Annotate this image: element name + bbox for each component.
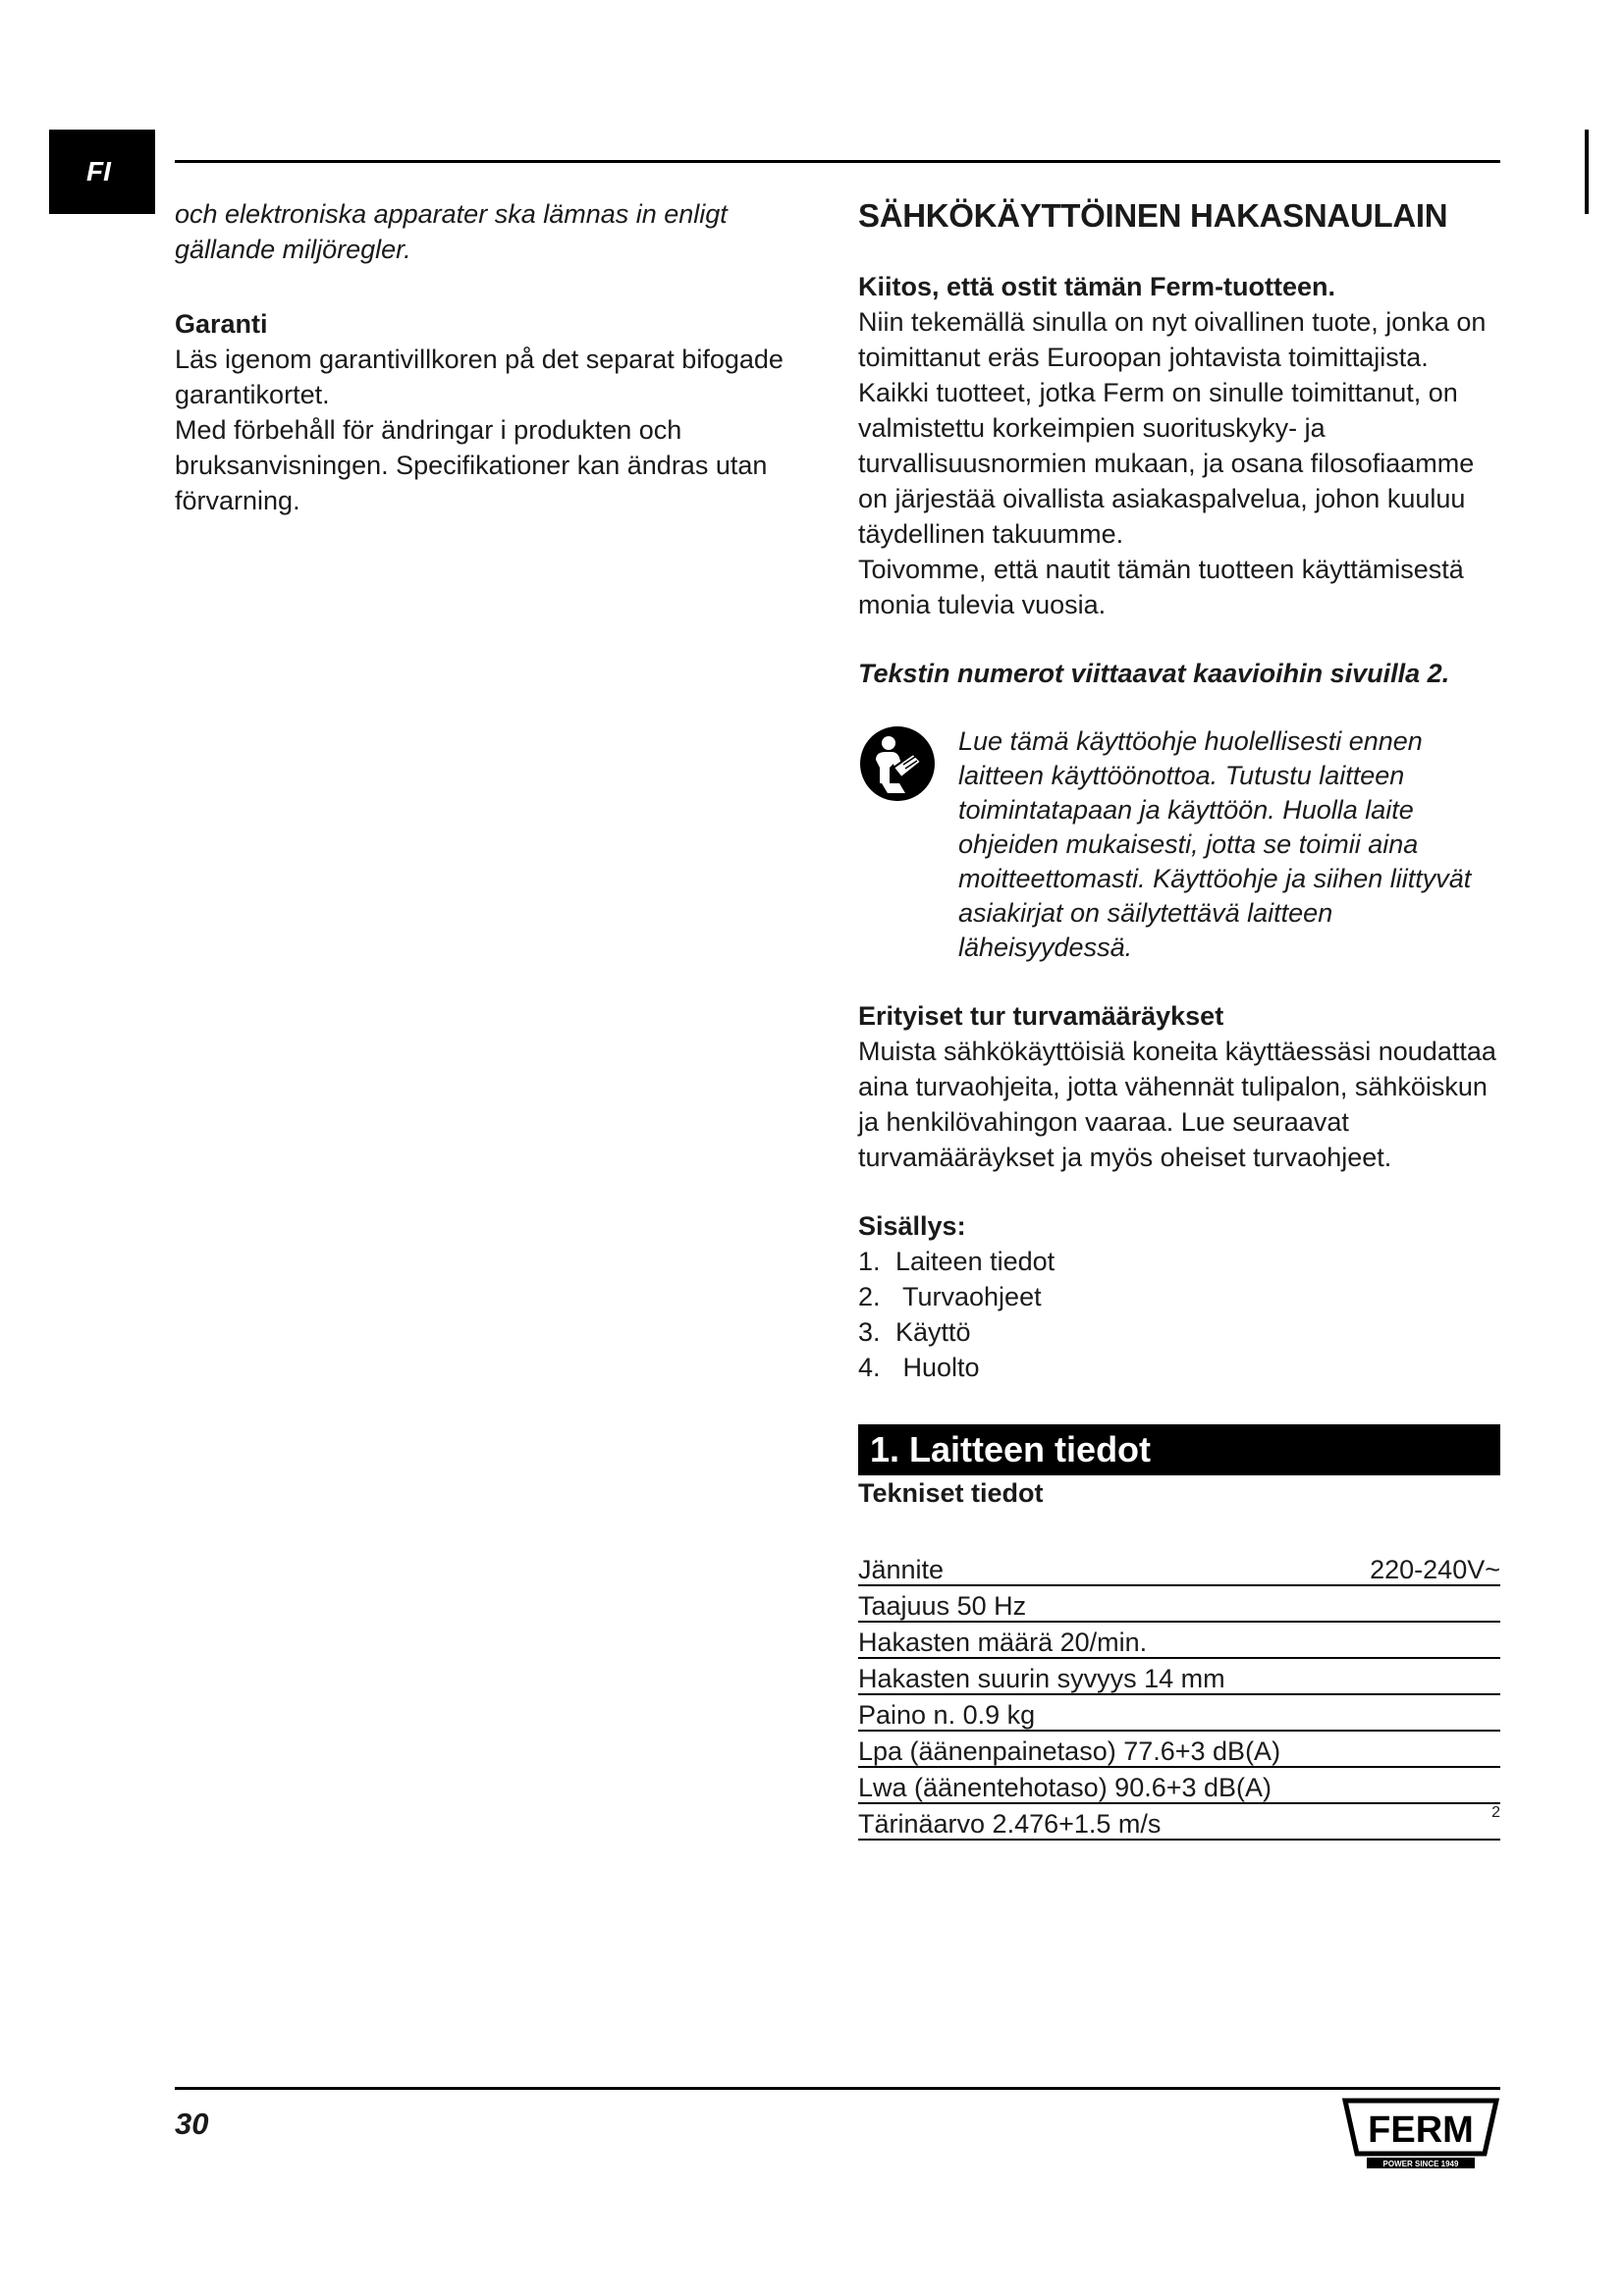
contents-item: 3. Käyttö	[858, 1317, 971, 1347]
spec-row: Hakasten suurin syvyys 14 mm	[858, 1659, 1500, 1695]
safety-text: Muista sähkökäyttöisiä koneita käyttäessäsi noudattaa aina turvaohjeita, jotta vähennät tulipalon, sähköiskun ja henkilövahingon vaaraa. Lue seuraavat turvamääräykset ja myös oheiset turvaohjeet.	[858, 1037, 1496, 1172]
contents-list	[858, 1244, 1500, 1385]
top-rule	[175, 160, 1500, 163]
logo-text: FERM	[1368, 2109, 1474, 2151]
thanks-heading: Kiitos, että ostit tämän Ferm-tuotteen.	[858, 272, 1336, 301]
specs-heading: Tekniset tiedot	[858, 1478, 1044, 1508]
ferm-logo	[1341, 2097, 1500, 2171]
language-tab	[49, 130, 155, 214]
spec-row: Lwa (äänentehotaso) 90.6+3 dB(A)	[858, 1768, 1500, 1804]
page-title: SÄHKÖKÄYTTÖINEN HAKASNAULAIN	[858, 197, 1448, 234]
bottom-rule	[175, 2087, 1500, 2090]
diagram-note: Tekstin numerot viittaavat kaavioihin sivuilla 2.	[858, 659, 1450, 688]
thanks-text-1: Niin tekemällä sinulla on nyt oivallinen tuote, jonka on toimittanut eräs Euroopan johtavista toimittajista.	[858, 307, 1487, 372]
thanks-text-3: Toivomme, että nautit tämän tuotteen käyttämisestä monia tulevia vuosia.	[858, 555, 1464, 619]
manual-note-text: Lue tämä käyttöohje huolellisesti ennen laitteen käyttöönottoa. Tutustu laitteen toimintatapaan ja käyttöön. Huolla laite ohjeiden mukaisesti, jotta se toimii aina moitteettomasti. Käyttöohje ja siihen liittyvät asiakirjat on säilytettävä laitteen läheisyydessä.	[958, 726, 1472, 962]
spec-superscript: 2	[1491, 1804, 1500, 1821]
safety-heading: Erityiset tur turvamääräykset	[858, 1001, 1224, 1031]
thanks-text-2: Kaikki tuotteet, jotka Ferm on sinulle toimittanut, on valmistettu korkeimpien suorituskyky- ja turvallisuusnormien mukaan, ja osana filosofiaamme on järjestää oivallista asiakaspalvelua, johon kuuluu täydellinen takuumme.	[858, 378, 1475, 549]
left-column	[175, 196, 803, 518]
contents-heading: Sisällys:	[858, 1211, 966, 1241]
guarantee-text-2: Med förbehåll för ändringar i produkten och bruksanvisningen. Specifikationer kan ändras utan förvarning.	[175, 415, 768, 515]
specs-table	[858, 1550, 1500, 1841]
logo-tagline: POWER SINCE 1949	[1382, 2160, 1459, 2168]
right-column	[858, 196, 1500, 1841]
margin-bar	[1585, 130, 1589, 214]
read-manual-icon	[858, 724, 937, 803]
page-number: 30	[175, 2107, 209, 2141]
contents-item: 1. Laiteen tiedot	[858, 1247, 1056, 1276]
contents-item: 4. Huolto	[858, 1353, 980, 1382]
spec-row: Lpa (äänenpainetaso) 77.6+3 dB(A)	[858, 1732, 1500, 1768]
language-tab-label: FI	[86, 156, 111, 187]
guarantee-text-1: Läs igenom garantivillkoren på det separat bifogade garantikortet.	[175, 345, 784, 409]
spec-row: Jännite 220-240V~	[858, 1550, 1500, 1586]
section-title: 1. Laitteen tiedot	[858, 1424, 1500, 1475]
spec-row: Hakasten määrä 20/min.	[858, 1623, 1500, 1659]
spec-row: Tärinäarvo 2.476+1.5 m/s $^2$	[858, 1804, 1500, 1841]
contents-item: 2. Turvaohjeet	[858, 1282, 1042, 1311]
guarantee-heading: Garanti	[175, 309, 268, 339]
spec-row: Paino n. 0.9 kg	[858, 1695, 1500, 1732]
manual-note	[858, 724, 1500, 965]
intro-text: och elektroniska apparater ska lämnas in enligt gällande miljöregler.	[175, 199, 728, 264]
spec-row: Taajuus 50 Hz	[858, 1586, 1500, 1623]
